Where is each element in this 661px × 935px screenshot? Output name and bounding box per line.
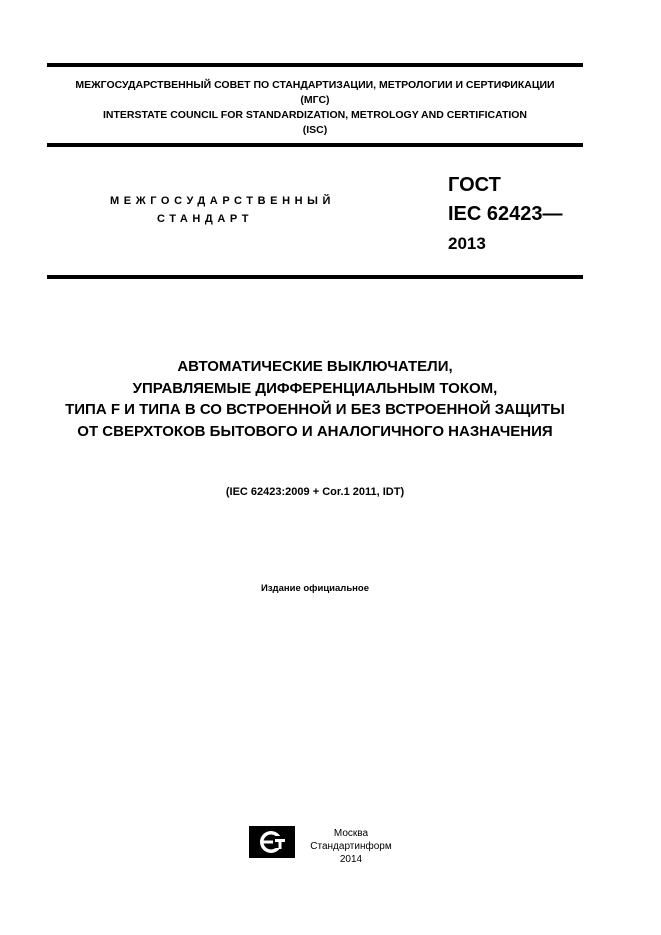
identity-note: (IEC 62423:2009 + Cor.1 2011, IDT) [225,486,405,498]
gost-line2: IEC 62423— [448,203,563,225]
standard-type-line1: МЕЖГОСУДАРСТВЕННЫЙ [110,195,336,207]
standard-type [110,192,336,228]
standard-type-line2: СТАНДАРТ [156,213,254,225]
gost-line1: ГОСТ [448,174,501,196]
edition-note: Издание официальное [261,583,369,594]
publisher-name: Стандартинформ [310,841,392,852]
title-line2: УПРАВЛЯЕМЫЕ ДИФФЕРЕНЦИАЛЬНЫМ ТОКОМ, [132,379,498,397]
publisher-year: 2014 [339,854,363,865]
document-title [47,356,583,442]
council-ru-abbr: (МГС) [300,94,330,106]
council-header [47,78,583,138]
publisher-block [302,827,400,866]
header-rule [47,143,583,147]
council-en: INTERSTATE COUNCIL FOR STANDARDIZATION, METROLOGY AND CERTIFICATION [102,109,528,121]
publisher-city: Москва [333,828,369,839]
top-rule [47,63,583,67]
gost-line3: 2013 [448,234,486,253]
title-line4: ОТ СВЕРХТОКОВ БЫТОВОГО И АНАЛОГИЧНОГО НАЗНАЧЕНИЯ [77,422,553,440]
gost-designation [448,171,563,258]
standard-rule [47,275,583,279]
standartinform-logo-icon [249,826,295,858]
title-line3: ТИПА F И ТИПА В СО ВСТРОЕННОЙ И БЕЗ ВСТРОЕННОЙ ЗАЩИТЫ [65,401,565,418]
council-en-abbr: (ISC) [302,124,328,136]
council-ru: МЕЖГОСУДАРСТВЕННЫЙ СОВЕТ ПО СТАНДАРТИЗАЦИИ, МЕТРОЛОГИИ И СЕРТИФИКАЦИИ [75,79,555,91]
title-line1: АВТОМАТИЧЕСКИЕ ВЫКЛЮЧАТЕЛИ, [177,358,453,375]
